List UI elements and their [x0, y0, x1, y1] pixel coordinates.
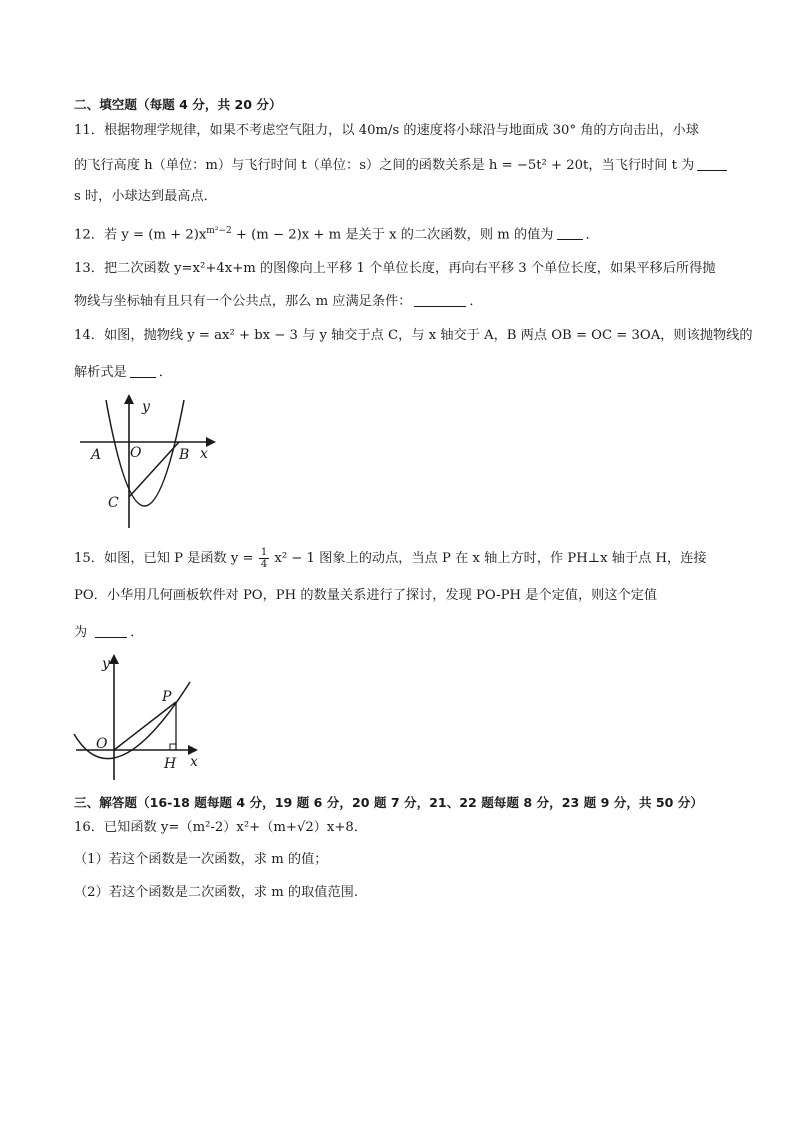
q15-label-o: O	[96, 736, 108, 752]
q15-right-angle-mark	[170, 744, 176, 750]
q11-line-2-text: 的飞行高度 h（单位：m）与飞行时间 t（单位：s）之间的函数关系是 h = −5t² + 20t，当飞行时间 t 为	[74, 158, 695, 173]
q16-part-2: （2）若这个函数是二次函数，求 m 的取值范围.	[74, 885, 359, 900]
q15-segment-po	[114, 702, 176, 750]
q14-label-o: O	[130, 445, 142, 461]
q15-label-h: H	[164, 756, 177, 772]
q14-line-2	[74, 363, 722, 382]
q15-label-x: x	[190, 754, 198, 770]
q14-parabola-curve	[106, 400, 184, 506]
section-heading-solutions: 三、解答题（16-18 题每题 4 分，19 题 6 分，20 题 7 分，21、22 题每题 8 分，23 题 9 分，共 50 分）	[74, 795, 703, 810]
q15-end: ．	[130, 625, 144, 640]
q11-line-3: s 时，小球达到最高点．	[74, 189, 217, 204]
q12-answer-blank[interactable]	[557, 225, 583, 240]
q14-line-1: 14．如图，抛物线 y = ax² + bx − 3 与 y 轴交于点 C，与 x 轴交于 A，B 两点 OB = OC = 3OA，则该抛物线的	[74, 328, 753, 343]
q11-line-1: 11．根据物理学规律，如果不考虑空气阻力，以 40m/s 的速度将小球沿与地面成 30° 角的方向击出，小球	[74, 123, 699, 138]
q15-answer-blank[interactable]	[95, 623, 127, 638]
q12-text-post: + (m − 2)x + m 是关于 x 的二次函数，则 m 的值为	[231, 227, 554, 243]
q15-text-b: x² − 1 图象上的动点，当点 P 在 x 轴上方时，作 PH⊥x 轴于点 H，连接	[274, 551, 707, 566]
q13-answer-blank[interactable]	[414, 292, 466, 307]
q15-line-3-text: 为	[74, 625, 88, 640]
q16-line-1: 16．已知函数 y=（m²-2）x²+（m+√2）x+8．	[74, 820, 367, 835]
section-heading-fill-in: 二、填空题（每题 4 分，共 20 分）	[74, 97, 282, 112]
q13-line-1: 13．把二次函数 y=x²+4x+m 的图像向上平移 1 个单位长度，再向右平移 3 个单位长度，如果平移后所得抛	[74, 261, 716, 276]
q13-line-2	[74, 292, 722, 311]
q15-line-1	[74, 547, 722, 570]
q11-line-2	[74, 156, 722, 175]
q15-parabola-curve	[74, 682, 190, 759]
q16-part-1: （1）若这个函数是一次函数，求 m 的值；	[74, 852, 328, 867]
q15-fraction-denominator: 4	[260, 559, 268, 570]
q11-answer-blank[interactable]	[697, 156, 727, 171]
q14-end: ．	[158, 365, 172, 380]
q13-end: ．	[469, 294, 483, 309]
q14-label-b: B	[179, 447, 190, 463]
q15-label-y: y	[102, 656, 110, 672]
q14-answer-blank[interactable]	[130, 363, 156, 378]
q14-label-c: C	[108, 495, 119, 511]
q15-parabola-figure	[72, 652, 212, 782]
q14-parabola-figure	[76, 392, 226, 532]
q15-line-2: PO．小华用几何画板软件对 PO，PH 的数量关系进行了探讨，发现 PO-PH 是个定值，则这个定值	[74, 588, 658, 603]
q13-line-2-text: 物线与坐标轴有且只有一个公共点，那么 m 应满足条件：	[74, 294, 412, 309]
q15-label-p: P	[162, 689, 172, 705]
q12-exponent: m²−2	[206, 226, 232, 236]
q14-line-2-text: 解析式是	[74, 365, 127, 380]
q14-label-x: x	[200, 446, 208, 462]
q15-fraction-numerator: 1	[260, 547, 268, 558]
q15-line-3	[74, 623, 722, 642]
q12-text-pre: 12．若 y = (m + 2)x	[74, 227, 207, 243]
q12-end: ．	[585, 227, 599, 243]
q15-fraction	[259, 547, 269, 570]
q14-label-y: y	[142, 399, 150, 415]
q14-label-a: A	[91, 447, 102, 463]
q12-line	[74, 222, 722, 244]
q15-text-a: 15．如图，已知 P 是函数 y =	[74, 551, 254, 566]
